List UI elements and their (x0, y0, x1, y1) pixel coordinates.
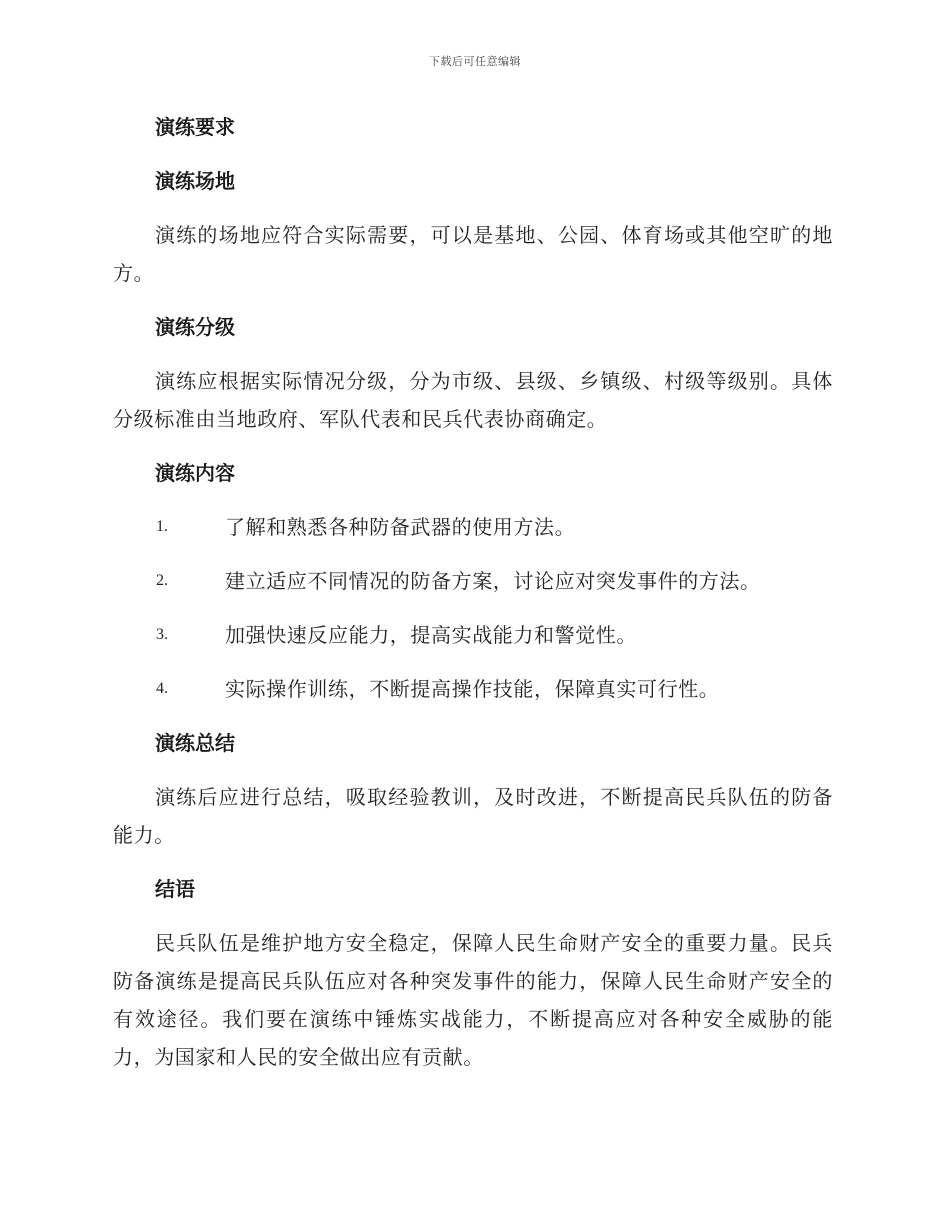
list-item-number: 1. (156, 518, 168, 535)
list-item-number: 3. (156, 626, 168, 643)
section-heading-content: 演练内容 (155, 461, 235, 485)
list-item (113, 508, 833, 546)
list-item-text: 加强快速反应能力，提高实战能力和警觉性。 (225, 623, 637, 647)
list-item-text: 了解和熟悉各种防备武器的使用方法。 (225, 515, 576, 539)
section-heading-grading: 演练分级 (155, 315, 235, 339)
section-heading-conclusion: 结语 (155, 877, 195, 901)
section-heading-venue: 演练场地 (155, 169, 235, 193)
list-item (113, 670, 833, 708)
list-item-number: 4. (156, 680, 168, 697)
conclusion-paragraph: 民兵队伍是维护地方安全稳定，保障人民生命财产安全的重要力量。民兵防备演练是提高民兵队伍应对各种突发事件的能力，保障人民生命财产安全的有效途径。我们要在演练中锤炼实战能力，不断提高应对各种安全威胁的能力，为国家和人民的安全做出应有贡献。 (113, 931, 833, 1069)
list-item-text: 建立适应不同情况的防备方案，讨论应对突发事件的方法。 (225, 569, 761, 593)
document-body (113, 108, 833, 1092)
grading-paragraph: 演练应根据实际情况分级，分为市级、县级、乡镇级、村级等级别。具体分级标准由当地政府、军队代表和民兵代表协商确定。 (113, 369, 833, 431)
list-item-text: 实际操作训练，不断提高操作技能，保障真实可行性。 (225, 677, 720, 701)
page-header: 下载后可任意编辑 (429, 55, 521, 68)
list-item (113, 562, 833, 600)
section-heading-requirements: 演练要求 (155, 115, 235, 139)
section-heading-summary: 演练总结 (155, 731, 235, 755)
summary-paragraph: 演练后应进行总结，吸取经验教训，及时改进，不断提高民兵队伍的防备能力。 (113, 785, 833, 847)
list-item-number: 2. (156, 572, 168, 589)
venue-paragraph: 演练的场地应符合实际需要，可以是基地、公园、体育场或其他空旷的地方。 (113, 223, 833, 285)
list-item (113, 616, 833, 654)
